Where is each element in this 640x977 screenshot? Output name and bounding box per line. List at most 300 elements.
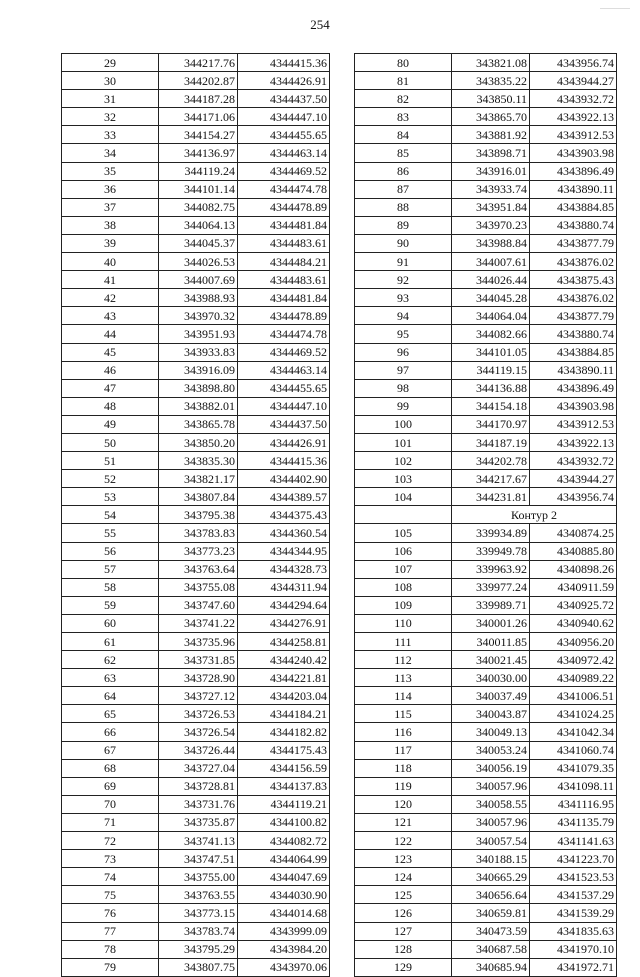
table-row bbox=[355, 253, 617, 271]
y-coordinate-cell: 4344483.61 bbox=[238, 271, 330, 289]
y-coordinate-cell: 4340925.72 bbox=[530, 596, 617, 614]
point-number-cell: 109 bbox=[355, 596, 452, 614]
x-coordinate-cell: 340030.00 bbox=[452, 669, 530, 687]
y-coordinate-cell: 4344447.10 bbox=[238, 108, 330, 126]
point-number-cell: 70 bbox=[62, 795, 159, 813]
x-coordinate-cell: 343850.20 bbox=[159, 433, 238, 451]
y-coordinate-cell: 4343922.13 bbox=[530, 433, 617, 451]
x-coordinate-cell: 344026.53 bbox=[159, 253, 238, 271]
table-row bbox=[355, 795, 617, 813]
y-coordinate-cell: 4344184.21 bbox=[238, 705, 330, 723]
point-number-cell: 87 bbox=[355, 180, 452, 198]
table-row bbox=[355, 234, 617, 252]
y-coordinate-cell: 4344258.81 bbox=[238, 633, 330, 651]
table-row bbox=[62, 126, 330, 144]
x-coordinate-cell: 343735.87 bbox=[159, 813, 238, 831]
y-coordinate-cell: 4344030.90 bbox=[238, 886, 330, 904]
x-coordinate-cell: 343821.08 bbox=[452, 54, 530, 72]
y-coordinate-cell: 4341135.79 bbox=[530, 813, 617, 831]
table-row bbox=[62, 144, 330, 162]
x-coordinate-cell: 344026.44 bbox=[452, 271, 530, 289]
x-coordinate-cell: 344045.37 bbox=[159, 234, 238, 252]
page-number: 254 bbox=[310, 17, 330, 32]
x-coordinate-cell: 343763.64 bbox=[159, 560, 238, 578]
x-coordinate-cell: 343970.32 bbox=[159, 307, 238, 325]
point-number-cell: 92 bbox=[355, 271, 452, 289]
x-coordinate-cell: 343988.93 bbox=[159, 289, 238, 307]
point-number-cell: 34 bbox=[62, 144, 159, 162]
table-row bbox=[62, 271, 330, 289]
x-coordinate-cell: 343726.54 bbox=[159, 723, 238, 741]
table-row bbox=[355, 144, 617, 162]
x-coordinate-cell: 343916.01 bbox=[452, 162, 530, 180]
table-row bbox=[355, 379, 617, 397]
table-row bbox=[62, 922, 330, 940]
table-row bbox=[355, 741, 617, 759]
y-coordinate-cell: 4344478.89 bbox=[238, 307, 330, 325]
table-row bbox=[62, 433, 330, 451]
point-number-cell: 66 bbox=[62, 723, 159, 741]
x-coordinate-cell: 339963.92 bbox=[452, 560, 530, 578]
y-coordinate-cell: 4341116.95 bbox=[530, 795, 617, 813]
point-number-cell: 41 bbox=[62, 271, 159, 289]
table-row bbox=[355, 271, 617, 289]
x-coordinate-cell: 344217.67 bbox=[452, 470, 530, 488]
x-coordinate-cell: 340057.54 bbox=[452, 832, 530, 850]
table-row bbox=[62, 651, 330, 669]
y-coordinate-cell: 4343903.98 bbox=[530, 144, 617, 162]
x-coordinate-cell: 344119.15 bbox=[452, 361, 530, 379]
table-row bbox=[62, 397, 330, 415]
y-coordinate-cell: 4343880.74 bbox=[530, 216, 617, 234]
y-coordinate-cell: 4344455.65 bbox=[238, 379, 330, 397]
table-row bbox=[62, 886, 330, 904]
table-row bbox=[355, 651, 617, 669]
y-coordinate-cell: 4344402.90 bbox=[238, 470, 330, 488]
point-number-cell: 57 bbox=[62, 560, 159, 578]
x-coordinate-cell: 339949.78 bbox=[452, 542, 530, 560]
point-number-cell: 36 bbox=[62, 180, 159, 198]
x-coordinate-cell: 343726.44 bbox=[159, 741, 238, 759]
y-coordinate-cell: 4344415.36 bbox=[238, 452, 330, 470]
table-row bbox=[62, 614, 330, 632]
point-number-cell: 108 bbox=[355, 578, 452, 596]
table-row bbox=[62, 904, 330, 922]
y-coordinate-cell: 4343896.49 bbox=[530, 162, 617, 180]
table-row bbox=[355, 415, 617, 433]
point-number-cell: 54 bbox=[62, 506, 159, 524]
y-coordinate-cell: 4341024.25 bbox=[530, 705, 617, 723]
coordinates-table-left bbox=[61, 53, 330, 977]
table-row bbox=[355, 361, 617, 379]
point-number-cell: 86 bbox=[355, 162, 452, 180]
y-coordinate-cell: 4344484.21 bbox=[238, 253, 330, 271]
table-row bbox=[355, 488, 617, 506]
point-number-cell: 64 bbox=[62, 687, 159, 705]
y-coordinate-cell: 4344469.52 bbox=[238, 343, 330, 361]
y-coordinate-cell: 4344469.52 bbox=[238, 162, 330, 180]
point-number-cell: 38 bbox=[62, 216, 159, 234]
table-row bbox=[355, 470, 617, 488]
point-number-cell: 37 bbox=[62, 198, 159, 216]
x-coordinate-cell: 343807.75 bbox=[159, 958, 238, 976]
point-number-cell: 113 bbox=[355, 669, 452, 687]
table-row bbox=[62, 108, 330, 126]
point-number-cell: 123 bbox=[355, 850, 452, 868]
table-row bbox=[355, 307, 617, 325]
table-row bbox=[62, 415, 330, 433]
x-coordinate-cell: 343951.93 bbox=[159, 325, 238, 343]
table-row bbox=[62, 958, 330, 976]
table-row bbox=[62, 470, 330, 488]
table-row bbox=[355, 596, 617, 614]
point-number-cell: 85 bbox=[355, 144, 452, 162]
x-coordinate-cell: 344045.28 bbox=[452, 289, 530, 307]
table-row bbox=[355, 560, 617, 578]
x-coordinate-cell: 340685.94 bbox=[452, 958, 530, 976]
x-coordinate-cell: 344064.04 bbox=[452, 307, 530, 325]
x-coordinate-cell: 340049.13 bbox=[452, 723, 530, 741]
point-number-cell: 112 bbox=[355, 651, 452, 669]
point-number-cell: 68 bbox=[62, 759, 159, 777]
coordinates-table-right bbox=[354, 53, 617, 977]
point-number-cell: 61 bbox=[62, 633, 159, 651]
table-row bbox=[355, 777, 617, 795]
point-number-cell: 73 bbox=[62, 850, 159, 868]
x-coordinate-cell: 344170.97 bbox=[452, 415, 530, 433]
point-number-cell: 83 bbox=[355, 108, 452, 126]
x-coordinate-cell: 343882.01 bbox=[159, 397, 238, 415]
x-coordinate-cell: 340687.58 bbox=[452, 940, 530, 958]
point-number-cell: 122 bbox=[355, 832, 452, 850]
table-row bbox=[355, 669, 617, 687]
table-row bbox=[355, 813, 617, 831]
x-coordinate-cell: 344136.88 bbox=[452, 379, 530, 397]
table-row bbox=[62, 234, 330, 252]
point-number-cell: 52 bbox=[62, 470, 159, 488]
y-coordinate-cell: 4340885.80 bbox=[530, 542, 617, 560]
x-coordinate-cell: 343835.22 bbox=[452, 72, 530, 90]
table-row bbox=[355, 723, 617, 741]
y-coordinate-cell: 4344437.50 bbox=[238, 415, 330, 433]
x-coordinate-cell: 343741.22 bbox=[159, 614, 238, 632]
table-row bbox=[355, 578, 617, 596]
point-number-cell: 118 bbox=[355, 759, 452, 777]
y-coordinate-cell: 4343932.72 bbox=[530, 90, 617, 108]
table-row bbox=[62, 832, 330, 850]
point-number-cell: 119 bbox=[355, 777, 452, 795]
y-coordinate-cell: 4344047.69 bbox=[238, 868, 330, 886]
point-number-cell: 99 bbox=[355, 397, 452, 415]
x-coordinate-cell: 344154.27 bbox=[159, 126, 238, 144]
point-number-cell: 49 bbox=[62, 415, 159, 433]
table-row bbox=[62, 596, 330, 614]
point-number-cell: 58 bbox=[62, 578, 159, 596]
table-row bbox=[62, 216, 330, 234]
x-coordinate-cell: 340473.59 bbox=[452, 922, 530, 940]
table-row bbox=[355, 886, 617, 904]
point-number-cell: 117 bbox=[355, 741, 452, 759]
table-row bbox=[355, 397, 617, 415]
point-number-cell: 105 bbox=[355, 524, 452, 542]
table-row bbox=[62, 940, 330, 958]
x-coordinate-cell: 344202.87 bbox=[159, 72, 238, 90]
y-coordinate-cell: 4344344.95 bbox=[238, 542, 330, 560]
point-number-cell: 43 bbox=[62, 307, 159, 325]
point-number-cell: 71 bbox=[62, 813, 159, 831]
x-coordinate-cell: 343731.85 bbox=[159, 651, 238, 669]
point-number-cell: 125 bbox=[355, 886, 452, 904]
point-number-cell: 100 bbox=[355, 415, 452, 433]
y-coordinate-cell: 4341539.29 bbox=[530, 904, 617, 922]
x-coordinate-cell: 343728.81 bbox=[159, 777, 238, 795]
x-coordinate-cell: 344187.28 bbox=[159, 90, 238, 108]
point-number-cell: 74 bbox=[62, 868, 159, 886]
point-number-cell: 72 bbox=[62, 832, 159, 850]
point-number-cell: 47 bbox=[62, 379, 159, 397]
table-row bbox=[62, 777, 330, 795]
x-coordinate-cell: 343865.78 bbox=[159, 415, 238, 433]
table-row bbox=[355, 162, 617, 180]
table-row bbox=[355, 524, 617, 542]
table-row bbox=[62, 868, 330, 886]
x-coordinate-cell: 344119.24 bbox=[159, 162, 238, 180]
x-coordinate-cell: 343726.53 bbox=[159, 705, 238, 723]
point-number-cell: 107 bbox=[355, 560, 452, 578]
y-coordinate-cell: 4343932.72 bbox=[530, 452, 617, 470]
x-coordinate-cell: 343741.13 bbox=[159, 832, 238, 850]
point-number-cell: 51 bbox=[62, 452, 159, 470]
y-coordinate-cell: 4344240.42 bbox=[238, 651, 330, 669]
table-row bbox=[62, 578, 330, 596]
point-number-cell: 55 bbox=[62, 524, 159, 542]
section-label: Контур 2 bbox=[452, 506, 617, 524]
table-row bbox=[355, 180, 617, 198]
table-row bbox=[355, 868, 617, 886]
y-coordinate-cell: 4341006.51 bbox=[530, 687, 617, 705]
x-coordinate-cell: 343747.60 bbox=[159, 596, 238, 614]
y-coordinate-cell: 4344447.10 bbox=[238, 397, 330, 415]
x-coordinate-cell: 343988.84 bbox=[452, 234, 530, 252]
table-row bbox=[62, 506, 330, 524]
y-coordinate-cell: 4344064.99 bbox=[238, 850, 330, 868]
y-coordinate-cell: 4343876.02 bbox=[530, 289, 617, 307]
y-coordinate-cell: 4344014.68 bbox=[238, 904, 330, 922]
x-coordinate-cell: 339977.24 bbox=[452, 578, 530, 596]
y-coordinate-cell: 4344328.73 bbox=[238, 560, 330, 578]
y-coordinate-cell: 4343875.43 bbox=[530, 271, 617, 289]
y-coordinate-cell: 4343999.09 bbox=[238, 922, 330, 940]
y-coordinate-cell: 4344478.89 bbox=[238, 198, 330, 216]
x-coordinate-cell: 343755.08 bbox=[159, 578, 238, 596]
point-number-cell: 69 bbox=[62, 777, 159, 795]
table-row bbox=[355, 958, 617, 976]
coordinates-table-right-body bbox=[355, 54, 617, 977]
table-row bbox=[62, 542, 330, 560]
y-coordinate-cell: 4340898.26 bbox=[530, 560, 617, 578]
x-coordinate-cell: 343747.51 bbox=[159, 850, 238, 868]
point-number-cell: 29 bbox=[62, 54, 159, 72]
x-coordinate-cell: 343951.84 bbox=[452, 198, 530, 216]
y-coordinate-cell: 4341970.10 bbox=[530, 940, 617, 958]
y-coordinate-cell: 4344137.83 bbox=[238, 777, 330, 795]
y-coordinate-cell: 4344463.14 bbox=[238, 144, 330, 162]
table-row bbox=[355, 90, 617, 108]
x-coordinate-cell: 344171.06 bbox=[159, 108, 238, 126]
point-number-cell: 48 bbox=[62, 397, 159, 415]
table-row bbox=[62, 524, 330, 542]
point-number-cell: 81 bbox=[355, 72, 452, 90]
y-coordinate-cell: 4340956.20 bbox=[530, 633, 617, 651]
table-row bbox=[62, 560, 330, 578]
point-number-cell: 65 bbox=[62, 705, 159, 723]
x-coordinate-cell: 343727.04 bbox=[159, 759, 238, 777]
y-coordinate-cell: 4343970.06 bbox=[238, 958, 330, 976]
x-coordinate-cell: 343807.84 bbox=[159, 488, 238, 506]
point-number-cell: 111 bbox=[355, 633, 452, 651]
y-coordinate-cell: 4344415.36 bbox=[238, 54, 330, 72]
table-row bbox=[355, 325, 617, 343]
point-number-cell: 96 bbox=[355, 343, 452, 361]
x-coordinate-cell: 344187.19 bbox=[452, 433, 530, 451]
x-coordinate-cell: 343735.96 bbox=[159, 633, 238, 651]
x-coordinate-cell: 343821.17 bbox=[159, 470, 238, 488]
table-row bbox=[62, 90, 330, 108]
table-row bbox=[355, 198, 617, 216]
x-coordinate-cell: 344082.66 bbox=[452, 325, 530, 343]
x-coordinate-cell: 344202.78 bbox=[452, 452, 530, 470]
point-number-cell: 94 bbox=[355, 307, 452, 325]
x-coordinate-cell: 343795.29 bbox=[159, 940, 238, 958]
y-coordinate-cell: 4344203.04 bbox=[238, 687, 330, 705]
point-number-cell: 78 bbox=[62, 940, 159, 958]
point-number-cell: 80 bbox=[355, 54, 452, 72]
table-row bbox=[62, 198, 330, 216]
x-coordinate-cell: 343835.30 bbox=[159, 452, 238, 470]
point-number-cell: 33 bbox=[62, 126, 159, 144]
point-number-cell: 46 bbox=[62, 361, 159, 379]
point-number-cell: 53 bbox=[62, 488, 159, 506]
x-coordinate-cell: 343755.00 bbox=[159, 868, 238, 886]
x-coordinate-cell: 343933.83 bbox=[159, 343, 238, 361]
point-number-cell: 116 bbox=[355, 723, 452, 741]
y-coordinate-cell: 4340972.42 bbox=[530, 651, 617, 669]
y-coordinate-cell: 4344481.84 bbox=[238, 289, 330, 307]
point-number-cell: 114 bbox=[355, 687, 452, 705]
point-number-cell: 79 bbox=[62, 958, 159, 976]
y-coordinate-cell: 4344389.57 bbox=[238, 488, 330, 506]
y-coordinate-cell: 4344221.81 bbox=[238, 669, 330, 687]
y-coordinate-cell: 4344483.61 bbox=[238, 234, 330, 252]
x-coordinate-cell: 343783.83 bbox=[159, 524, 238, 542]
table-row bbox=[62, 54, 330, 72]
y-coordinate-cell: 4341141.63 bbox=[530, 832, 617, 850]
table-row bbox=[62, 669, 330, 687]
y-coordinate-cell: 4344311.94 bbox=[238, 578, 330, 596]
x-coordinate-cell: 344154.18 bbox=[452, 397, 530, 415]
table-row bbox=[355, 904, 617, 922]
table-row bbox=[355, 54, 617, 72]
x-coordinate-cell: 343795.38 bbox=[159, 506, 238, 524]
table-row bbox=[62, 488, 330, 506]
y-coordinate-cell: 4340989.22 bbox=[530, 669, 617, 687]
table-row bbox=[62, 759, 330, 777]
point-number-cell: 88 bbox=[355, 198, 452, 216]
table-row bbox=[355, 216, 617, 234]
x-coordinate-cell: 344007.69 bbox=[159, 271, 238, 289]
y-coordinate-cell: 4341537.29 bbox=[530, 886, 617, 904]
table-row bbox=[355, 433, 617, 451]
point-number-cell: 126 bbox=[355, 904, 452, 922]
x-coordinate-cell: 343865.70 bbox=[452, 108, 530, 126]
table-row bbox=[355, 343, 617, 361]
x-coordinate-cell: 343970.23 bbox=[452, 216, 530, 234]
y-coordinate-cell: 4343903.98 bbox=[530, 397, 617, 415]
point-number-cell: 75 bbox=[62, 886, 159, 904]
table-row bbox=[62, 361, 330, 379]
section-header-row bbox=[355, 506, 617, 524]
y-coordinate-cell: 4344360.54 bbox=[238, 524, 330, 542]
point-number-cell: 60 bbox=[62, 614, 159, 632]
point-number-cell: 101 bbox=[355, 433, 452, 451]
y-coordinate-cell: 4341523.53 bbox=[530, 868, 617, 886]
x-coordinate-cell: 340037.49 bbox=[452, 687, 530, 705]
table-row bbox=[355, 289, 617, 307]
point-number-cell: 120 bbox=[355, 795, 452, 813]
point-number-cell: 39 bbox=[62, 234, 159, 252]
x-coordinate-cell: 344101.05 bbox=[452, 343, 530, 361]
y-coordinate-cell: 4344474.78 bbox=[238, 180, 330, 198]
point-number-cell: 90 bbox=[355, 234, 452, 252]
y-coordinate-cell: 4344437.50 bbox=[238, 90, 330, 108]
table-row bbox=[62, 452, 330, 470]
y-coordinate-cell: 4344100.82 bbox=[238, 813, 330, 831]
table-row bbox=[62, 162, 330, 180]
point-number-cell: 128 bbox=[355, 940, 452, 958]
x-coordinate-cell: 343933.74 bbox=[452, 180, 530, 198]
y-coordinate-cell: 4343922.13 bbox=[530, 108, 617, 126]
y-coordinate-cell: 4344175.43 bbox=[238, 741, 330, 759]
table-row bbox=[62, 633, 330, 651]
y-coordinate-cell: 4341060.74 bbox=[530, 741, 617, 759]
y-coordinate-cell: 4343884.85 bbox=[530, 343, 617, 361]
table-row bbox=[62, 687, 330, 705]
point-number-cell: 40 bbox=[62, 253, 159, 271]
table-row bbox=[355, 614, 617, 632]
table-row bbox=[355, 922, 617, 940]
x-coordinate-cell: 340057.96 bbox=[452, 777, 530, 795]
table-row bbox=[355, 633, 617, 651]
table-row bbox=[62, 253, 330, 271]
point-number-cell: 93 bbox=[355, 289, 452, 307]
y-coordinate-cell: 4344426.91 bbox=[238, 433, 330, 451]
y-coordinate-cell: 4343884.85 bbox=[530, 198, 617, 216]
x-coordinate-cell: 339934.89 bbox=[452, 524, 530, 542]
y-coordinate-cell: 4343956.74 bbox=[530, 488, 617, 506]
point-number-cell: 103 bbox=[355, 470, 452, 488]
point-number-cell: 124 bbox=[355, 868, 452, 886]
section-empty-cell bbox=[355, 506, 452, 524]
point-number-cell: 89 bbox=[355, 216, 452, 234]
x-coordinate-cell: 340053.24 bbox=[452, 741, 530, 759]
x-coordinate-cell: 343898.71 bbox=[452, 144, 530, 162]
table-row bbox=[355, 850, 617, 868]
table-row bbox=[355, 759, 617, 777]
y-coordinate-cell: 4340940.62 bbox=[530, 614, 617, 632]
table-row bbox=[355, 940, 617, 958]
y-coordinate-cell: 4343877.79 bbox=[530, 234, 617, 252]
table-row bbox=[62, 723, 330, 741]
